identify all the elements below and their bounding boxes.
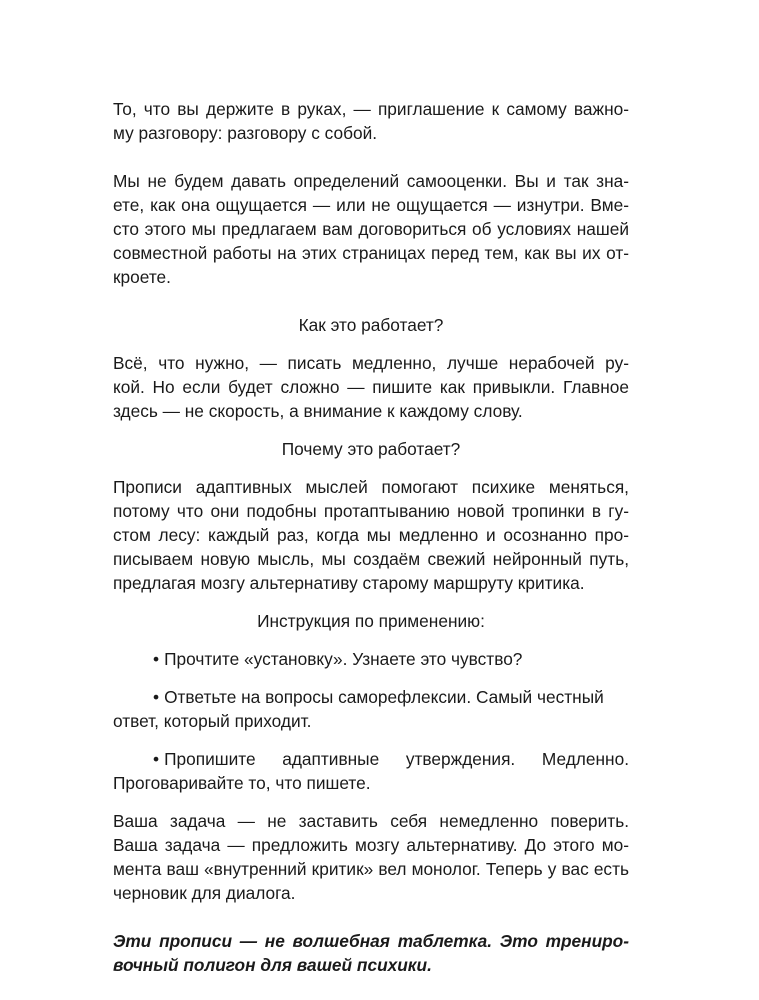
text-line: Всё, что нужно, — писать медленно, лучше нерабочей ру-: [113, 353, 629, 373]
text-line: здесь — не скорость, а внимание к каждому слову.: [113, 401, 523, 421]
text-line: предлагая мозгу альтернативу старому маршруту критика.: [113, 573, 585, 593]
text-line: Проговаривайте то, что пишете.: [113, 773, 371, 793]
text-line: [113, 747, 629, 771]
document-page: [113, 97, 629, 977]
text-line: [113, 685, 629, 709]
how-paragraph: [113, 351, 629, 423]
text-line: кроете.: [113, 267, 171, 287]
text-line: потому что они подобны протаптыванию новой тропинки в гу-: [113, 501, 629, 521]
instruction-text: Прочтите «установку». Узнаете это чувство?: [164, 649, 523, 669]
section-heading-why: Почему это работает?: [281, 439, 461, 459]
text-line: Ваша задача — предложить мозгу альтернативу. До этого мо-: [113, 835, 629, 855]
text-line: ете, как она ощущается — или не ощущается — изнутри. Вме-: [113, 195, 629, 215]
instruction-item: [113, 685, 629, 733]
instruction-text: Пропишите адаптивные утверждения. Медленно.: [164, 749, 629, 769]
instruction-item: [113, 747, 629, 795]
why-paragraph: [113, 475, 629, 595]
instruction-text: Ответьте на вопросы саморефлексии. Самый честный: [164, 687, 604, 707]
text-line: Эти прописи — не волшебная таблетка. Это трениро-: [113, 931, 629, 951]
text-line: черновик для диалога.: [113, 883, 296, 903]
task-paragraph: [113, 809, 629, 905]
section-heading-instructions: Инструкция по применению:: [257, 611, 485, 631]
text-line: совместной работы на этих страницах перед тем, как вы их от-: [113, 243, 629, 263]
intro-paragraph: [113, 97, 629, 145]
closing-statement: [113, 929, 629, 977]
text-line: му разговору: разговору с собой.: [113, 123, 378, 143]
text-line: мента ваш «внутренний критик» вел монолог. Теперь у вас есть: [113, 859, 629, 879]
text-line: Прописи адаптивных мыслей помогают психике меняться,: [113, 477, 629, 497]
text-line: кой. Но если будет сложно — пишите как привыкли. Главное: [113, 377, 629, 397]
text-line: То, что вы держите в руках, — приглашение к самому важно-: [113, 99, 629, 119]
text-line: писываем новую мысль, мы создаём свежий нейронный путь,: [113, 549, 629, 569]
instruction-item: [113, 647, 629, 671]
text-line: Мы не будем давать определений самооценки. Вы и так зна-: [113, 171, 629, 191]
text-line: сто этого мы предлагаем вам договориться об условиях нашей: [113, 219, 629, 239]
self-esteem-paragraph: [113, 169, 629, 289]
text-line: вочный полигон для вашей психики.: [113, 955, 432, 975]
text-line: стом лесу: каждый раз, когда мы медленно и осознанно про-: [113, 525, 629, 545]
section-heading-how: Как это работает?: [298, 315, 444, 335]
text-line: ответ, который приходит.: [113, 711, 312, 731]
bullet-icon: •: [153, 749, 160, 769]
text-line: Ваша задача — не заставить себя немедленно поверить.: [113, 811, 629, 831]
bullet-icon: •: [153, 649, 160, 669]
bullet-icon: •: [153, 687, 160, 707]
